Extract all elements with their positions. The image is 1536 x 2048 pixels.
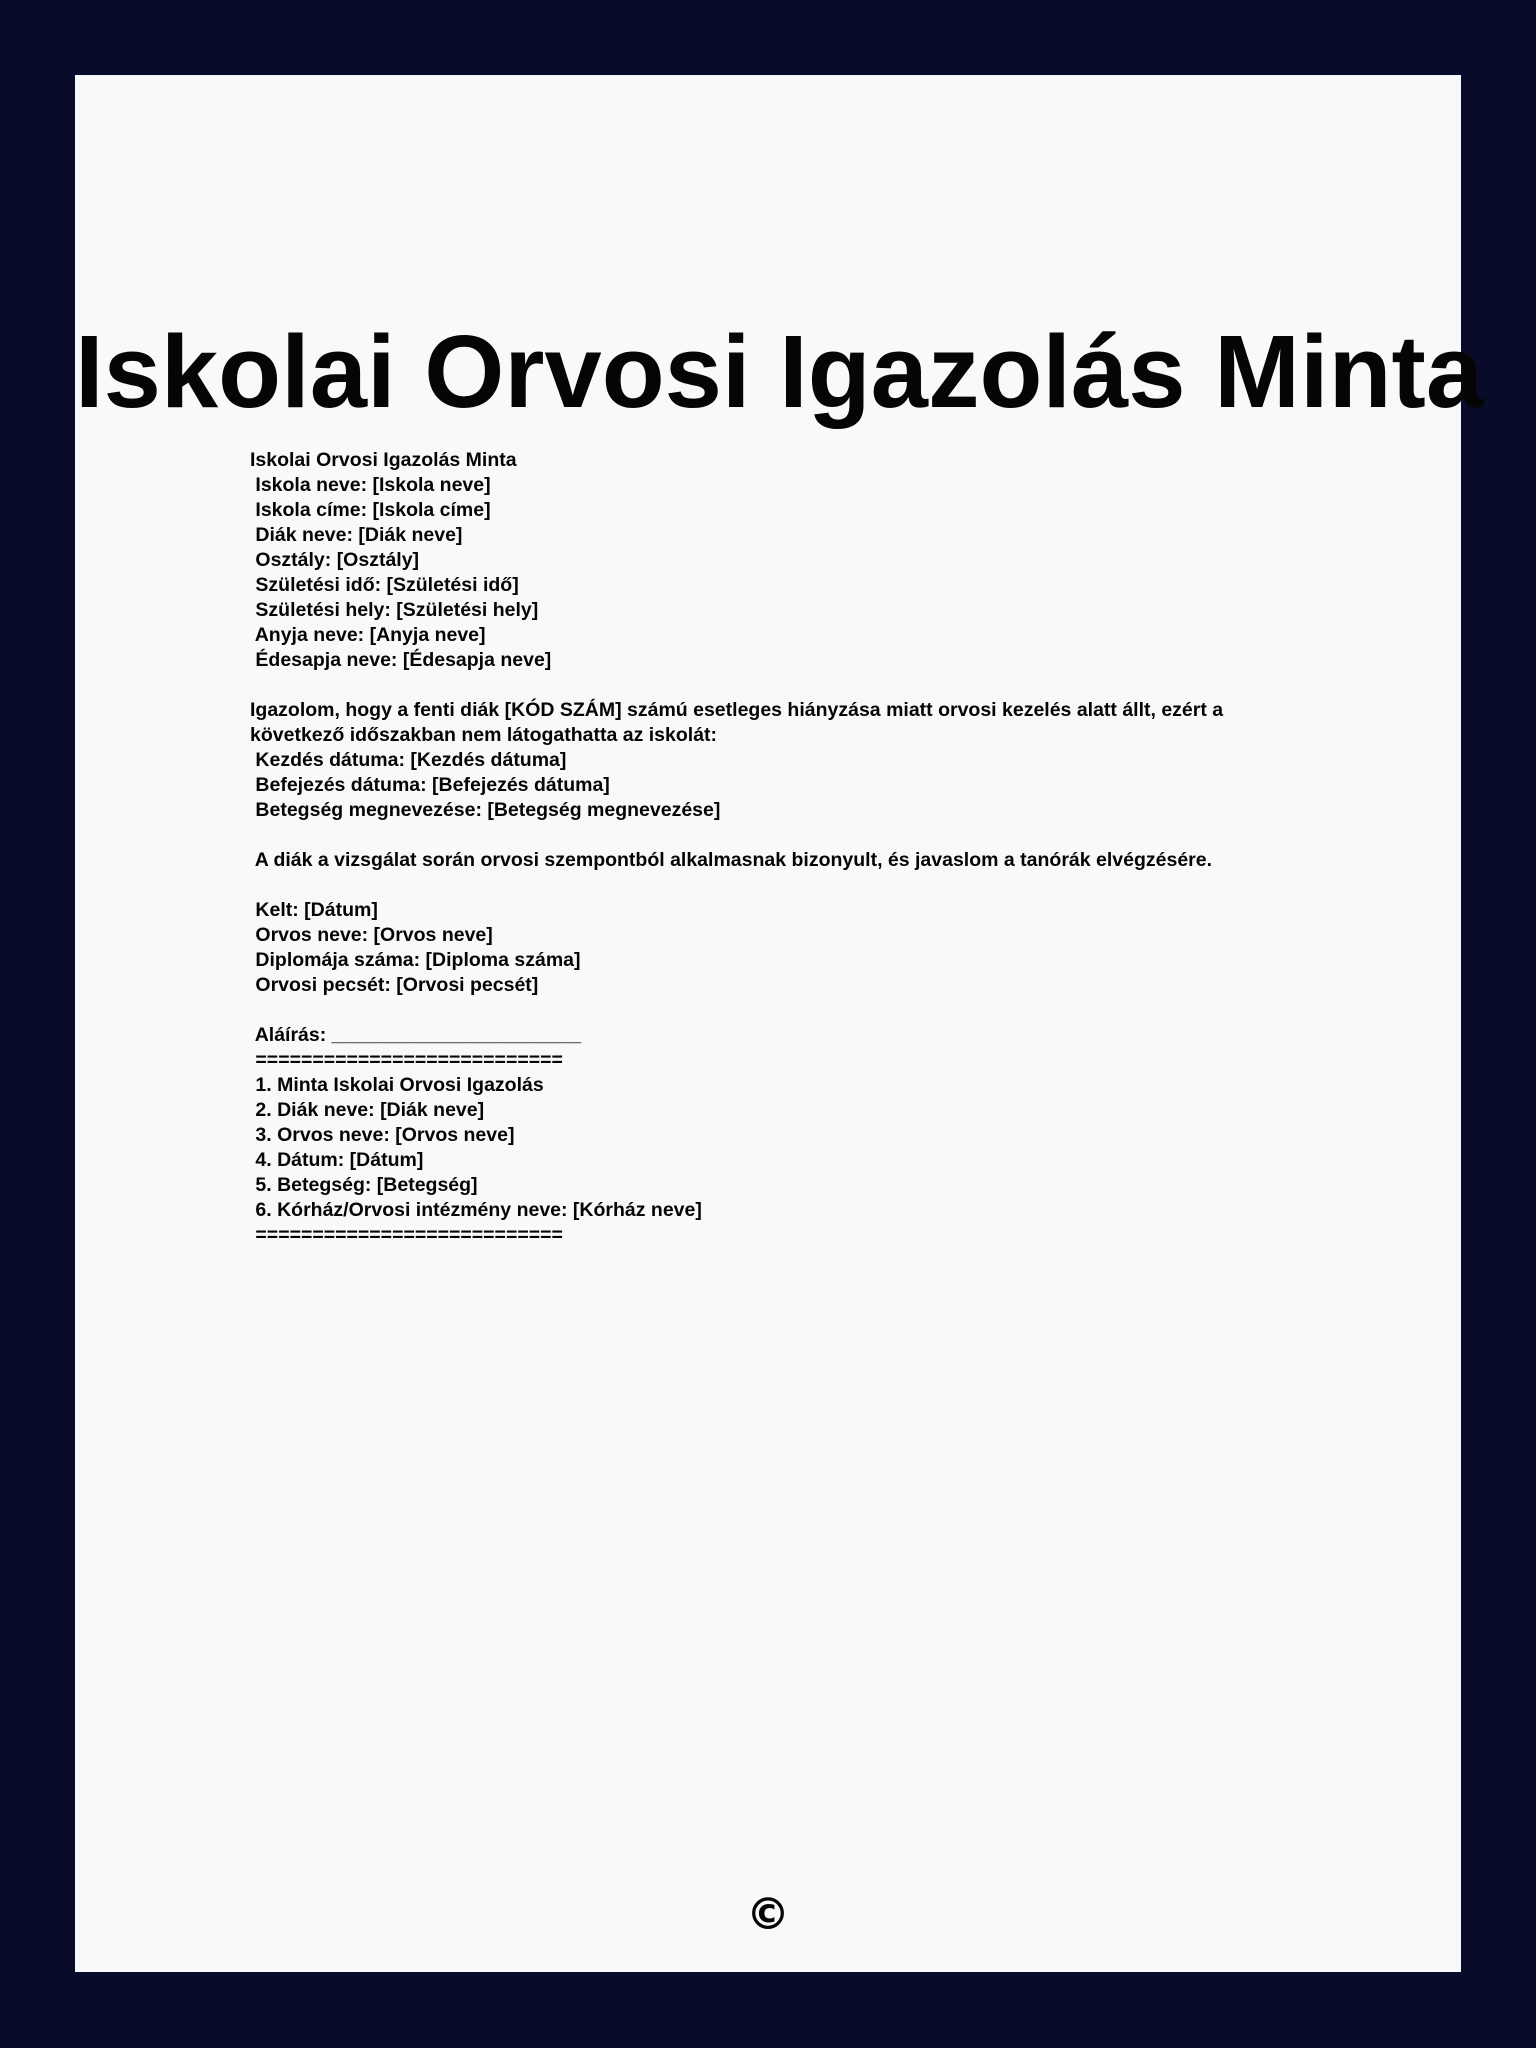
summary-item-4: 4. Dátum: [Dátum] bbox=[250, 1149, 424, 1171]
end-date-line: Befejezés dátuma: [Befejezés dátuma] bbox=[250, 774, 610, 796]
separator-line: =========================== bbox=[250, 1049, 563, 1071]
birth-date-line: Születési idő: [Születési idő] bbox=[250, 574, 519, 596]
summary-item-5: 5. Betegség: [Betegség] bbox=[250, 1174, 478, 1196]
father-name-line: Édesapja neve: [Édesapja neve] bbox=[250, 649, 552, 671]
school-address-line: Iskola címe: [Iskola címe] bbox=[250, 499, 491, 521]
blank-line bbox=[250, 673, 1290, 698]
blank-line bbox=[250, 873, 1290, 898]
summary-item-2: 2. Diák neve: [Diák neve] bbox=[250, 1099, 485, 1121]
issued-date-line: Kelt: [Dátum] bbox=[250, 899, 378, 921]
diploma-number-line: Diplomája száma: [Diploma száma] bbox=[250, 949, 581, 971]
illness-line: Betegség megnevezése: [Betegség megnevezése] bbox=[250, 799, 721, 821]
medical-stamp-line: Orvosi pecsét: [Orvosi pecsét] bbox=[250, 974, 539, 996]
document-title: Iskolai Orvosi Igazolás Minta bbox=[75, 314, 1484, 429]
summary-item-1: 1. Minta Iskolai Orvosi Igazolás bbox=[250, 1074, 544, 1096]
certification-paragraph: Igazolom, hogy a fenti diák [KÓD SZÁM] számú esetleges hiányzása miatt orvosi kezelés alatt állt, ezért a következő időszakban nem látogathatta az iskolát: bbox=[250, 699, 1224, 746]
copyright-symbol: © bbox=[746, 1889, 790, 1940]
doctor-name-line: Orvos neve: [Orvos neve] bbox=[250, 924, 493, 946]
student-name-line: Diák neve: [Diák neve] bbox=[250, 524, 463, 546]
blank-line bbox=[250, 823, 1290, 848]
separator-line: =========================== bbox=[250, 1224, 563, 1246]
birth-place-line: Születési hely: [Születési hely] bbox=[250, 599, 539, 621]
summary-item-6: 6. Kórház/Orvosi intézmény neve: [Kórház neve] bbox=[250, 1199, 702, 1221]
class-line: Osztály: [Osztály] bbox=[250, 549, 420, 571]
body-heading: Iskolai Orvosi Igazolás Minta bbox=[250, 449, 517, 471]
school-name-line: Iskola neve: [Iskola neve] bbox=[250, 474, 491, 496]
blank-line bbox=[250, 998, 1290, 1023]
start-date-line: Kezdés dátuma: [Kezdés dátuma] bbox=[250, 749, 567, 771]
summary-item-3: 3. Orvos neve: [Orvos neve] bbox=[250, 1124, 515, 1146]
signature-line: Aláírás: _______________________ bbox=[250, 1024, 582, 1046]
document-body bbox=[250, 448, 1290, 1248]
mother-name-line: Anyja neve: [Anyja neve] bbox=[250, 624, 486, 646]
document-page bbox=[75, 75, 1484, 1972]
fitness-statement: A diák a vizsgálat során orvosi szempontból alkalmasnak bizonyult, és javaslom a tanórák elvégzésére. bbox=[250, 849, 1213, 871]
